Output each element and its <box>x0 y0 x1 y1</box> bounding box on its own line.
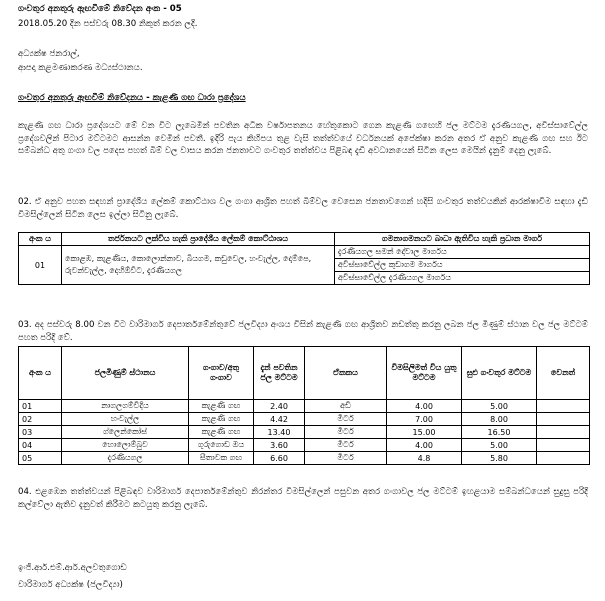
row5-other <box>537 452 590 465</box>
row3-level: 13.40 <box>254 426 305 439</box>
row4-alert: 4.00 <box>387 439 462 452</box>
table1-header-row <box>19 233 590 246</box>
table-row <box>19 426 590 439</box>
paragraph-3: 03. අද පස්වරු 8.00 වන විට වාරිමාර්ග දෙපාර්තමේන්තුවේ ජලවිද්‍යා අංශය විසින් කැළණි ගඟ ආශ්‍රිතව නඩත්තු කරනු ලබන ජල මිණුම් ස්ථාන වල ජල මට්ටම් පහත පරිදි වේ. <box>18 320 588 343</box>
subject-heading: ගංවතුර අනතුරු ඇඟවීම් නිවේදනය - කැළණි ගඟ ධාරා ප්‍රදේශය <box>18 93 246 103</box>
row1-river: කැළණි ගඟ <box>189 400 254 413</box>
table-row <box>19 452 590 465</box>
paragraph-2: 02. ඒ අනුව පහත සඳහන් ප්‍රාදේශීය ලේකම් කොට්ඨාශ වල ගංගා ආශ්‍රිත පහත් බිම්වල වෙසෙන ජනතාවගෙන් හදිසි ගංවතුර තත්වයකින් ආරක්ෂාවීම සඳහා දැඩි විමසිල්ලෙන් සිටින ලෙස ඉල්ලා සිටිනු ලැබේ. <box>18 197 588 220</box>
table2-header-alert: විමසිලිමත් විය යුතු මට්ටම <box>387 347 462 400</box>
row4-river: ගුරුගොඩ ඔය <box>189 439 254 452</box>
table-row <box>19 439 590 452</box>
table2-header-river: ගංගාව/අතු ගංගාව <box>189 347 254 400</box>
table1-road-3: අවිස්සාවේල්ල දැරණියගල මාර්ගය <box>335 272 590 285</box>
table2-header-other: වෙනත් <box>537 347 590 400</box>
row2-minor: 8.00 <box>462 413 537 426</box>
table2-header-station: ජලමිණුම් ස්ථානය <box>62 347 189 400</box>
row1-no: 01 <box>19 400 62 413</box>
row3-station: ග්ලෙන්කෝස් <box>62 426 189 439</box>
row2-no: 02 <box>19 413 62 426</box>
row3-alert: 15.00 <box>387 426 462 439</box>
row2-alert: 7.00 <box>387 413 462 426</box>
paragraph-4: 04. එළඹෙන තත්ත්වයන් පිළිබඳව වාරිමාර්ග දෙපාර්තමේන්තුව නිරන්තර විමසිල්ලෙන් පසුවන අතර ගංගාවල ජල මට්ටම් ඉහළයාම සම්බන්ධයෙන් සුදුසු පරිදි කල්වේලා ඇතිව දැනුවත් කිරීමට කටයුතු කරනු ලැබේ. <box>18 487 588 510</box>
row1-alert: 4.00 <box>387 400 462 413</box>
affected-divisions-table <box>18 232 590 285</box>
row3-minor: 16.50 <box>462 426 537 439</box>
row4-minor: 5.00 <box>462 439 537 452</box>
row1-minor: 5.00 <box>462 400 537 413</box>
row1-level: 2.40 <box>254 400 305 413</box>
table-row <box>19 413 590 426</box>
row3-no: 03 <box>19 426 62 439</box>
row4-no: 04 <box>19 439 62 452</box>
row2-level: 4.42 <box>254 413 305 426</box>
table-row <box>19 246 590 259</box>
row2-unit: මීටර් <box>305 413 387 426</box>
row2-station: හංවැල්ල <box>62 413 189 426</box>
signatory-designation: වාරිමාර්ග අධ්‍යක්ෂ (ජලවිද්‍යා) <box>18 580 123 590</box>
row3-river: කැළණි ගඟ <box>189 426 254 439</box>
table1-row-divisions: කොළඹ, කැළණිය, කොලොන්නාව, බියගම, කඩුවෙල, හංවැල්ල, දොම්පෙ, රුවන්වැල්ල, දෙහිඕවිට, දැරණියගල <box>62 246 335 285</box>
water-level-table <box>18 346 590 465</box>
row5-minor: 5.80 <box>462 452 537 465</box>
row4-station: හොලොම්බුව <box>62 439 189 452</box>
recipient-line-2: ආපදා කළමණාකරණ මධ්‍යස්ථානය. <box>18 63 143 73</box>
table2-header-level: දැන් පවතින ජල මට්ටම <box>254 347 305 400</box>
row5-level: 6.60 <box>254 452 305 465</box>
row5-station: දැරණියගල <box>62 452 189 465</box>
row4-other <box>537 439 590 452</box>
table1-road-2: අවිස්සාවේල්ල කුඩාගම මාර්ගය <box>335 259 590 272</box>
table2-header-no: අංක ය <box>19 347 62 400</box>
table2-header-unit: ඒකකය <box>305 347 387 400</box>
row1-unit: අඩි <box>305 400 387 413</box>
issue-date: 2018.05.20 දින පස්වරු 08.30 නිකුත් කරන ලදි. <box>18 19 198 29</box>
table1-header-no: අංක ය <box>19 233 62 246</box>
row1-station: නාගලගම්වීදිය <box>62 400 189 413</box>
row5-alert: 4.8 <box>387 452 462 465</box>
table2-header-row <box>19 347 590 400</box>
recipient-line-1: අධ්‍යක්ෂ ජනරාල්, <box>18 49 80 59</box>
paragraph-1: කැළණි ගඟ ධාරා ප්‍රදේශයට මේ වන විට ලැබෙමින් පවතින අධික වර්ෂාපතනය හේතුකොට ගෙන කැළණි ගඟෙහි ජල මට්ටම දැරණියගල, අවිස්සාවේල්ල ප්‍රදේශවලින් පිටාර මට්ටමට ආසන්න වෙමින් පවතී. ඉදිරි පැය කිහිපය තුළ වැසි තත්ත්වයේ වර්ධනයක් අපේක්ෂා කරන අතර ඒ අනුව කැළණි ගඟ සහ ඊට සම්බන්ධ අතු ගංගා වල පදෙස පහත් බිම් වල වාසය කරන ජනතාවට ගංවතුර තත්ත්වය පිළිබඳ දැඩි අවධානයෙන් සිටින ලෙස මෙයින් දැනුම් දෙනු ලැබේ. <box>18 121 588 157</box>
row1-other <box>537 400 590 413</box>
row3-unit: මීටර් <box>305 426 387 439</box>
row2-other <box>537 413 590 426</box>
row5-no: 05 <box>19 452 62 465</box>
row4-level: 3.60 <box>254 439 305 452</box>
row2-river: කැළණි ගඟ <box>189 413 254 426</box>
notice-title: ගංවතුර අනතුරු ඇඟවීමේ නිවේදන අංක - 05 <box>18 4 182 14</box>
table1-header-division: තර්ජනයට ලක්විය හැකි ප්‍රාදේශීය ලේකම් කොට්ඨාශය <box>62 233 335 246</box>
row5-unit: මීටර් <box>305 452 387 465</box>
table1-header-roads: ගමනාගමනයට බාධා ඇතිවිය හැකි ප්‍රධාන මාර්ග <box>335 233 590 246</box>
row3-other <box>537 426 590 439</box>
signatory-name: ඉංජි.ආර්.එම්.ආර්.අලවතුගොඩ <box>18 563 127 573</box>
row4-unit: මීටර් <box>305 439 387 452</box>
table1-road-1: දැරණියගල සමන් දේවාල මාර්ගය <box>335 246 590 259</box>
row5-river: සීතාවක ගඟ <box>189 452 254 465</box>
table1-row-no: 01 <box>19 246 62 285</box>
table2-header-minor: සුළු ගංවතුර මට්ටම <box>462 347 537 400</box>
table-row <box>19 400 590 413</box>
